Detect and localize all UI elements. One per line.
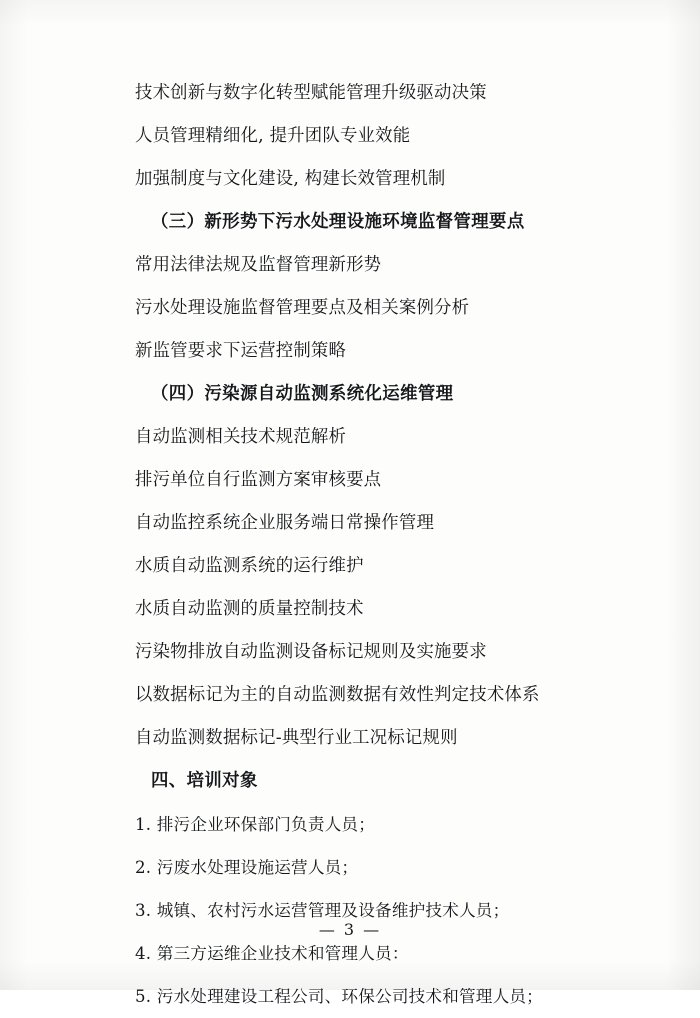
text-line: 技术创新与数字化转型赋能管理升级驱动决策 (135, 83, 487, 103)
text-line: 自动监测相关技术规范解析 (135, 427, 347, 447)
list-item: 5. 污水处理建设工程公司、环保公司技术和管理人员； (135, 987, 543, 1006)
list-item: 2. 污废水处理设施运营人员； (135, 858, 359, 877)
text-line: 常用法律法规及监督管理新形势 (135, 255, 382, 275)
section-heading: （四）污染源自动监测系统化运维管理 (151, 384, 454, 404)
page-number: — 3 — (318, 920, 382, 939)
list-item: 3. 城镇、农村污水运营管理及设备维护技术人员； (135, 901, 510, 920)
text-line: 排污单位自行监测方案审核要点 (135, 470, 382, 490)
text-line: 自动监测数据标记-典型行业工况标记规则 (135, 728, 458, 748)
text-line: 水质自动监测系统的运行维护 (135, 556, 364, 576)
document-body (135, 72, 575, 1018)
list-item: 4. 第三方运维企业技术和管理人员： (135, 944, 409, 963)
text-line: 水质自动监测的质量控制技术 (135, 599, 364, 619)
text-line: 以数据标记为主的自动监测数据有效性判定技术体系 (135, 685, 540, 705)
text-line: 自动监控系统企业服务端日常操作管理 (135, 513, 435, 533)
list-item: 1. 排污企业环保部门负责人员； (135, 815, 376, 834)
text-line: 加强制度与文化建设, 构建长效管理机制 (135, 169, 446, 189)
text-line: 人员管理精细化, 提升团队专业效能 (135, 126, 411, 146)
section-heading: （三）新形势下污水处理设施环境监督管理要点 (151, 212, 525, 232)
text-line: 新监管要求下运营控制策略 (135, 341, 347, 361)
section-heading: 四、培训对象 (151, 771, 258, 791)
text-line: 污水处理设施监督管理要点及相关案例分析 (135, 298, 470, 318)
text-line: 污染物排放自动监测设备标记规则及实施要求 (135, 642, 487, 662)
